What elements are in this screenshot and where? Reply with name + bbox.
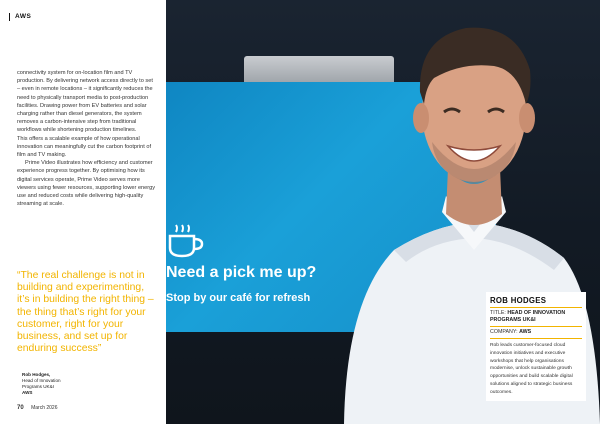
bio-title-row bbox=[490, 308, 582, 327]
bio-description: Rob leads customer-focused cloud innovation initiatives and executive workshops that help organisations modernise, unlock sustainable growth opportunities and build scalable digital solutions aligned to strategic business outcomes. bbox=[490, 343, 573, 395]
quote-attribution bbox=[22, 372, 61, 396]
bio-company-row bbox=[490, 327, 582, 339]
issue-date: March 2026 bbox=[31, 405, 58, 411]
body-paragraph: connectivity system for on-location film and TV production. By delivering network access directly to set – even in remote locations – it significantly reduces the need to physically transport media to post-production facilities. Drawing power from EV batteries and solar charging rather than diesel generators, the system removes a carbon-intensive step from traditional workflows while shortening production timelines. bbox=[17, 70, 153, 134]
bio-name: ROB HODGES bbox=[490, 296, 582, 308]
bio-company-label: COMPANY: bbox=[490, 329, 518, 335]
section-tag: AWS bbox=[9, 13, 31, 21]
bio-title-value: HEAD OF INNOVATION PROGRAMS UK&I bbox=[490, 310, 566, 323]
body-paragraph: This offers a scalable example of how operational innovation can meaningfully cut the carbon footprint of film and TV making. bbox=[17, 135, 152, 159]
bio-company-value: AWS bbox=[519, 329, 532, 335]
article-body bbox=[17, 69, 157, 208]
screen-subline: Stop by our café for refresh bbox=[166, 292, 311, 304]
screen-headline: Need a pick me up? bbox=[166, 264, 317, 281]
body-paragraph: Prime Video illustrates how efficiency and customer experience progress together. By optimising how its digital services operate, Prime Video serves more viewers using fewer resources, supporting lower energy use and reduced costs while delivering high-quality streaming at scale. bbox=[17, 160, 156, 208]
page-footer bbox=[17, 405, 57, 411]
attribution-role: Head of Innovation bbox=[22, 378, 61, 383]
bio-box bbox=[486, 292, 586, 401]
bio-title-label: TITLE: bbox=[490, 310, 506, 316]
attribution-name: Rob Hodges, bbox=[22, 372, 51, 377]
article-text-column bbox=[0, 0, 166, 424]
attribution-company: AWS bbox=[22, 390, 33, 395]
page-number: 70 bbox=[17, 405, 24, 411]
pull-quote: “The real challenge is not in building and experimenting, it’s in building the right thing – the thing that’s right for your customer, right for your business, and set up for enduring success” bbox=[17, 270, 154, 355]
attribution-role: Programs UK&I bbox=[22, 384, 54, 389]
coffee-cup-icon bbox=[166, 224, 206, 258]
